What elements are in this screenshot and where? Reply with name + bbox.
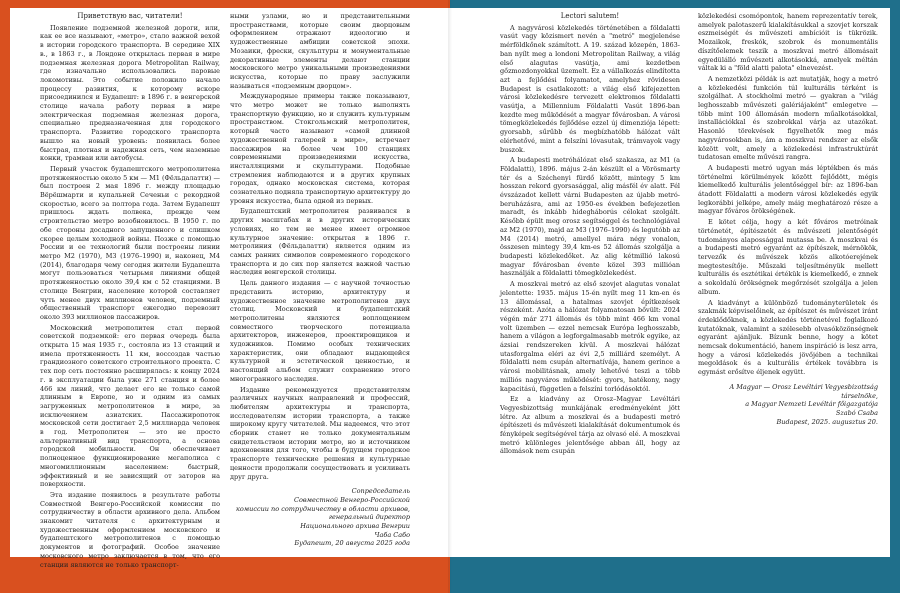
left-col2-para: Издание рекомендуется представителям различных научных направлений и профессий, любителям архитектуры и транспорта, исследователям истории транспорта, а также широкому кругу читателей. Мы надеемся, что этот сборник станет не только документальным свидетельством истории метро, но и источником вдохновения для того, чтобы в будущем городское транспорте технические решения и культурные ценности продолжали сосуществовать и усиливать друг друга. [230,385,410,481]
right-col2-para: A kiadványt a különböző tudományterületek és szakmák képviselőinek, az építészet és művészet iránt érdeklődőknek, a közlekedés történetével foglalkozó kutatóknak, valamint a szélesebb olvasóközönségnek egyaránt ajánljuk. Bízunk benne, hogy a kötet nemcsak dokumentáció, hanem inspiráció is lesz arra, hogy a városi közlekedés jövőjében a technikai megoldások és a kulturális értékek továbbra is egymást erősítve éljenek együtt. [698,298,878,377]
right-col2-para: A budapesti metró ugyan más léptékben és más történelmi körülmények között fejlődött, mégis kiemelkedő kulturális jelentőséggel bír: az 1896-ban átadott Földalatti a modern városi közlekedés egyik legkorábbi jelképe, amely máig meghatározó része a magyar főváros örökségének. [698,163,878,216]
signature-line: Национального архива Венгрии [300,522,410,531]
left-col2-para: Международные примеры также показывают, что метро может не только выполнять транспортную функцию, но и служить культурным пространством. Стокгольмский метрополитен, который часто называют «самой длинной художественной галереей в мире», встречает пассажиров на более чем 100 станциях современными произведениями искусства, инсталляциями и скульптурами. Подобные стремления наблюдаются и в других крупных городах, однако московская система, которая сознательно подняла транспортную архитектуру до уровня искусства, была одной из первых. [230,92,410,205]
right-text-area [500,12,880,549]
left-greeting: Приветствую вас, читатели! [77,12,183,20]
signature-name: Szabó Csaba [835,408,878,417]
left-col2-para: Цель данного издания — с научной точностью представить историю, архитектуру и художественное значение метрополитенов двух столиц. Московский и будапештский метрополитены являются воплощением совместного творческого потенциала архитекторов, инженеров, проектировщиков и художников. Помимо особых технических характеристик, они обладают выдающейся культурной и эстетической ценностью, и настоящий альбом служит сохранению этого многогранного наследия. [230,279,410,383]
left-column-1 [40,12,220,569]
signature-name: Чаба Сабо [374,530,410,539]
book-gutter [448,0,452,593]
signature-date: Budapest, 2025. augusztus 20. [776,417,878,426]
right-column-2 [698,12,878,549]
left-side-band [0,0,10,593]
left-col1-para: Первый участок будапештского метрополитена протяженностью около 5 км — М1 (Фёльдалатти) — был построен 2 мая 1896 г. между площадью Вёрёшмарти и купальней Сеченьи с рекордной скоростью, всего за полтора года. Затем Будапешт пришлось ждать полвека, прежде чем строительство метро возобновилось. В 1950 г. по обе стороны досадного запущенного и слишком скорее целым холодной войны. Позже с помощью России и ее технологий были построены линии метро М2 (1970), М3 (1976–1990) и, наконец, М4 (2014), благодаря чему сегодня жители Будапешта могут пользоваться четырьмя линиями общей протяженностью около 39,4 км с 52 станциями. В столице Венгрии, население которой составляет чуть менее двух миллионов человек, подземный общественный транспорт ежегодно перевозит около 393 миллионов пассажиров. [40,164,220,321]
left-col1-para: Появление подземной железной дороги, или, как ее все называют, «метро», стало важной вехой в истории городского транспорта. В середине XIX в., в 1863 г., в Лондоне открылась первая в мире подземная железная дорога Metropolitan Railway, где изначально использовались паровые локомотивы. Это событие положило начало процессу развития, к которому вскоре присоединился и Будапешт: в 1896 г. в венгерской столице начала работу первая в мире электрическая подземная железная дорога, специально предназначенная для городского транспорта. Развитие городского транспорта вышло на новый уровень: появилась более быстрая, плотная и надежная сеть, чем наземные конки, трамваи или автобусы. [40,23,220,163]
left-top-band [0,0,450,8]
right-greeting: Lectori salutem! [560,12,620,20]
right-column-1 [500,12,680,549]
right-side-band [890,0,900,593]
right-signature [698,383,878,427]
right-col1-para: A moszkvai metró az első szovjet alagutas vonalat jelentette: 1935. május 15-én nyílt meg 11 km-en és 13 állomással, a hatalmas szovjet építkezések részeként. Azóta a hálózat folyamatosan bővült: 2024 végén már 271 állomás és több mint 466 km vonal volt üzemben — ezzel nemcsak Európa leghosszabb, hanem a világon a legforgalmasabb metrók egyike, az ázsiai rendszereken kívül. A moszkvai hálózat utasforgalma eléri az évi 2,5 milliárd személyt. A földalatti nem csupán alternatívája, hanem gerince a városi mobilitásnak, amely lehetővé teszi a több milliós nagyváros működését: gyors, hatékony, nagy kapacitású, független a felszíni torlódásoktól. [500,280,680,393]
right-col2-para: A nemzetközi példák is azt mutatják, hogy a metró a közlekedési funkción túl kulturális térként is szolgálhat. A stockholmi metró — gyakran a "világ leghosszabb művészeti galériájaként" emlegetve — több mint 100 állomásán modern műalkotásokkal, installációkkal és szobrokkal várja az utazókat. Hasonló törekvések figyelhetők meg más nagyvárosokban is, ám a moszkvai rendszer az elsők között volt, amely a közlekedési infrastruktúrát tudatosan emelte művészi rangra. [698,74,878,162]
signature-line: A Magyar — Orosz Levéltári Vegyesbizottság [729,382,878,391]
right-top-band [450,0,900,8]
right-col1-para: A nagyvárosi közlekedés történetében a földalatti vasút vagy közismert nevén a "metró" megjelenése mérföldkőnek számított. A 19. század közepén, 1863-ban nyílt meg a londoni Metropolitan Railway, a világ első alagutas vasútja, ami kezdetben gőzmozdonyokkal üzemelt. Ez a vállalkozás elindította azt a fejlődési folyamatot, amelyhez rövidesen Budapest is csatlakozott: a világ első kifejezetten városi közlekedésre tervezett elektromos földalatti vasútja, a Millennium Földalatti Vasút 1896-ban kezdte meg működését a magyar fővárosban. A városi tömegközlekedés fejlődése ezzel új dimenziója lépett: gyorsabb, sűrűbb és megbízhatóbb hálózat vált elérhetővé, mint a felszíni lóvasutak, trámvayok vagy buszok. [500,23,680,154]
signature-line: a Magyar Nemzeti Levéltár főigazgatója [745,400,878,409]
signature-line: társelnöke, [841,391,878,400]
left-col2-para: ными узлами, но и представительными пространствами, которые своим дворцовым оформлением отражают идеологию и художественные амбиции советской эпохи. Мозаики, фрески, скульптуры и монументальные декоративные элементы делают станции московского метро уникальными произведениями искусства, которые по праву заслужили называться «подземным дворцом». [230,12,410,90]
left-col1-para: Эта издание появилось в результате работы Совместной Венгеро-Российской комиссии по сотрудничеству в области архивного дела. Альбом знакомит читателя с архитектурным и художественным оформлением московского и будапештского метрополитенов с помощью документов и фотографий. Особое значение московского метро заключается в том, что его станции являются не только транспорт- [40,490,220,569]
right-col2-para: közlekedési csomópontok, hanem reprezentatív terek, amelyek palotaszerű kialakításukkal a szovjet korszak eszmeiségét és művészeti ambícióit is tükrözik. Mozaikok, freskók, szobrok és monumentális díszítőelemek teszik a moszkvai metró állomásait egyedülálló művészeti alkotásokká, amelyek méltán váltak ki a "föld alatti palota" elnevezést. [698,12,878,73]
right-col1-para: Ez a kiadvány az Orosz–Magyar Levéltári Vegyesbizottság munkájának eredményeként jött létre. Az album a moszkvai és a budapesti metró építészeti és művészeti kialakítását dokumentumok és fényképek segítségével tárja az olvasó elé. A moszkvai metró különleges jelentősége abban áll, hogy az állomások nem csupán [500,395,680,456]
right-page-hungarian [450,0,900,593]
signature-line: комиссии по сотрудничеству в области архивов, [235,504,410,513]
right-col2-para: E kötet célja, hogy a két főváros metróinak történetét, építészetét és művészeti jelentőségét tudományos alapossággal mutassa be. A moszkvai és a budapesti metró egyaránt az építészek, mérnökök, tervezők és művészek közös alkotóerejének megtestesítője. Műszaki teljesítményük mellett kulturális és esztétikai értékük is kiemelkedő, e znnek a sokoldalú örökségnek megőrzését szolgálja a jelen album. [698,218,878,296]
left-signature [230,487,410,548]
signature-date: Будапешт, 20 августа 2025 года [294,539,410,548]
right-col1-para: A budapesti metróhálózat első szakasza, az M1 (a Földalatti), 1896. május 2-án készült el a Vörösmarty tér és a Széchenyi fürdő között, mintegy 5 km hosszan rekord gyorsasággal, alig másfél év alatt. Fél évszázadot kellett várni Budapesten az újabb metró-beruházásra, ami az 1950-es években befejezetlen maradt, és inkább hidegháborús célokat szolgált. Később épült meg orosz segítséggel és technológiával az M2 (1970), majd az M3 (1976–1990) és legutóbb az M4 (2014) metró, amellyel mára négy vonalon, összesen mintegy 39,4 km-es 52 állomás szolgálja a budapesti közlekedőket. Az alig kétmillió lakosú magyar fővárosban évente közel 393 millióan használják a földalatti tömegközlekedést. [500,156,680,278]
left-col1-para: Московский метрополитен стал первой советской подземкой: его первая очередь была открыта 15 мая 1935 г., состояла из 13 станций и имела протяженность 11 км, воссоздав частью грандиозного советского строительного проекта. С тех пор сеть постоянно расширялась: к концу 2024 г. в эксплуатации была уже 271 станция и более 466 км линий, что делает его не только самой длинным в Европе, но и одним из самых загруженных метрополитенов в мире, за исключением азиатских. Пассажиропоток московской сети достигает 2,5 миллиарда человек в год. Метрополитен — это не просто альтернативный вид транспорта, а основа городской мобильности. Он обеспечивает полноценное функционирование мегаполиса с многомиллионным населением: быстрый, эффективный и не зависящий от заторов на поверхности. [40,323,220,489]
signature-line: генеральный директор [328,513,410,522]
signature-line: Сопредседатель [351,487,410,496]
signature-line: Совместной Венгеро-Российской [293,495,410,504]
left-text-area [40,12,424,569]
left-col2-para: Будапештский метрополитен развивался в других масштабах и в других исторических условиях, но тем не менее имеет огромное культурное значение: открытая в 1896 г. метролиния (Фёльдалатти) является одним из самых ранних символов современного городского транспорта и до сих пор является важной частью наследия венгерской столицы. [230,207,410,277]
right-bottom-band [450,557,900,593]
left-column-2 [230,12,410,549]
